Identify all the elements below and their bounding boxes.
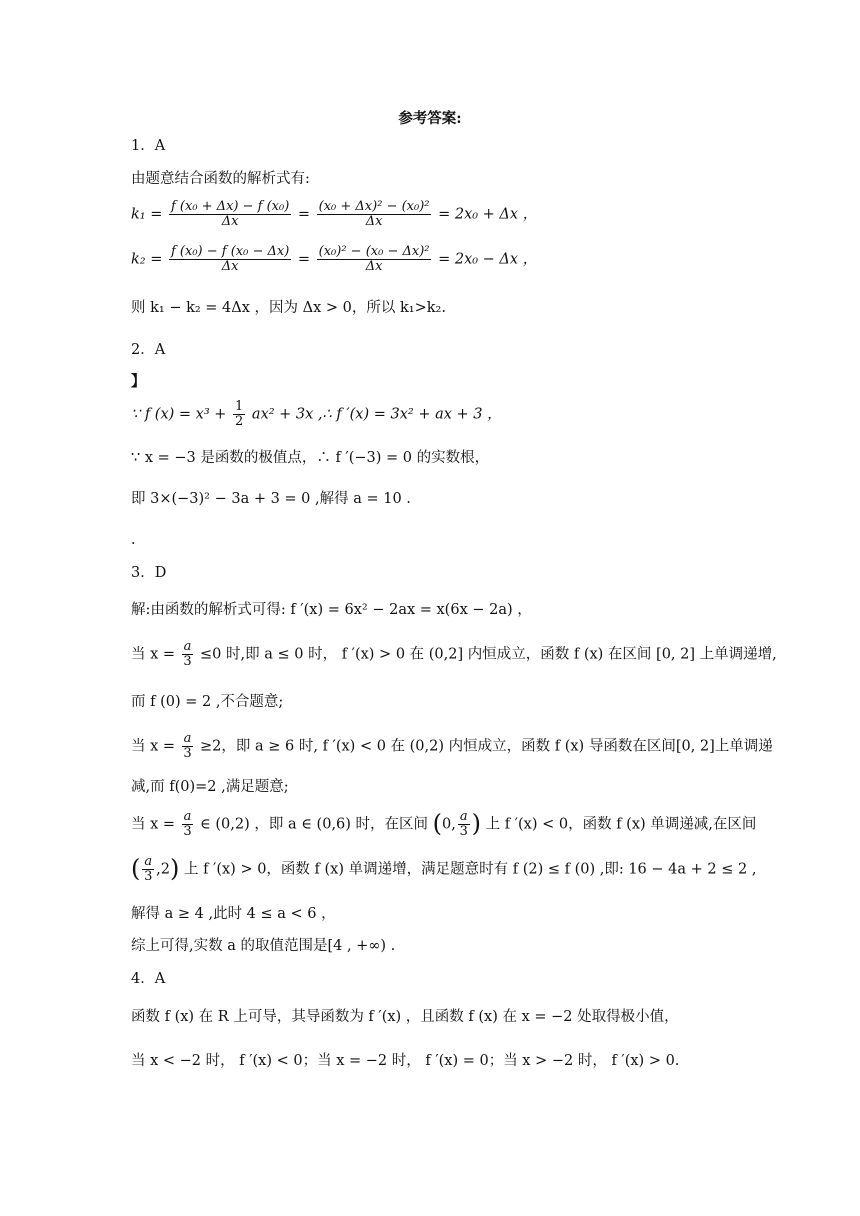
q3-line-2-denominator: 3 xyxy=(183,654,192,669)
q3-interval-fraction xyxy=(458,810,470,839)
q3-line-4-a: 当 x = xyxy=(131,738,176,755)
q3-line-6-numerator: a xyxy=(183,809,192,824)
q3-line-6: 当 x = $\frac{a}{3}$ ∈ (0,2) ，即 a ∈ (0,6) 时，在区间 (0, $\frac{a}{3}$ ) 上 f ′(x) < 0，函数 f (x) 单调递减,在区间 xyxy=(131,809,757,839)
k1-denominator-1: Δx xyxy=(221,214,239,229)
q2-half-denominator: 2 xyxy=(235,414,244,429)
k1-fraction-1 xyxy=(169,200,291,229)
q3-line-6-c: 上 f ′(x) < 0，函数 f (x) 单调递减,在区间 xyxy=(485,816,757,833)
q3-line-6-fraction xyxy=(182,810,194,839)
k2-fraction-2 xyxy=(317,245,432,274)
q3-line-7-numerator: a xyxy=(144,854,153,869)
q3-line-2-fraction xyxy=(182,640,194,669)
q4-line-2: 当 x < −2 时， f ′(x) < 0；当 x = −2 时， f ′(x) = 0；当 x > −2 时， f ′(x) > 0. xyxy=(131,1053,680,1069)
q1-k2-equation: k₂ = $\frac{\text{f (x₀) − f (x₀ − Δx)}}{\Delta x}$ = $\frac{\text{(x₀)² − (x₀ − Δx)²}}{\Delta x}$ = 2x₀ − Δx ， xyxy=(131,244,538,274)
k1-lhs: k₁ = xyxy=(131,206,163,223)
q4-line-1: 函数 f (x) 在 R 上可导，其导函数为 f ′(x) ，且函数 f (x) 在 x = −2 处取得极小值， xyxy=(131,1009,679,1025)
k2-fraction-1 xyxy=(169,245,291,274)
q2-bracket: 】 xyxy=(131,373,146,390)
q2-half-numerator: 1 xyxy=(235,399,244,414)
k2-denominator-2: Δx xyxy=(365,259,383,274)
q3-line-7-fraction xyxy=(142,855,154,884)
q3-line-2-numerator: a xyxy=(183,639,192,654)
q2-dot: . xyxy=(131,532,136,548)
q3-line-1: 解:由函数的解析式可得: f ′(x) = 6x² − 2ax = x(6x − 2a) ， xyxy=(131,602,532,618)
k1-fraction-2 xyxy=(317,200,432,229)
q1-k1-equation: k₁ = $\frac{\text{f (x₀ + Δx) − f (x₀)}}{\Delta x}$ = $\frac{\text{(x₀ + Δx)² − (x₀)²}}{\Delta x}$ = 2x₀ + Δx ， xyxy=(131,199,538,229)
k1-numerator-1: f (x₀ + Δx) − f (x₀) xyxy=(170,199,290,214)
k1-denominator-2: Δx xyxy=(365,214,383,229)
q3-line-6-a: 当 x = xyxy=(131,816,176,833)
q3-line-8: 解得 a ≥ 4 ,此时 4 ≤ a < 6 ， xyxy=(131,906,336,922)
q3-line-4-b: ≥2，即 a ≥ 6 时, f ′(x) < 0 在 (0,2) 内恒成立，函数 f (x) 导函数在区间[0, 2]上单调递 xyxy=(200,738,773,755)
q3-line-4-numerator: a xyxy=(183,731,192,746)
q3-line-9: 综上可得,实数 a 的取值范围是[4 , +∞) . xyxy=(131,938,396,954)
q1-header: 1．A xyxy=(131,138,166,154)
q3-line-2 xyxy=(131,640,777,669)
q4-header: 4．A xyxy=(131,971,166,987)
q2-line-1-b: ax² + 3x ,∴ f ′(x) = 3x² + ax + 3 ， xyxy=(251,406,502,423)
q3-line-7-denominator: 3 xyxy=(144,869,153,884)
q3-interval-denominator: 3 xyxy=(459,824,468,839)
k2-numerator-2: (x₀)² − (x₀ − Δx)² xyxy=(318,244,430,259)
k2-lhs: k₂ = xyxy=(131,251,163,268)
q3-line-2-b: ≤0 时,即 a ≤ 0 时， f ′(x) > 0 在 (0,2] 内恒成立，函数 f (x) 在区间 [0, 2] 上单调递增, xyxy=(200,646,777,663)
k1-numerator-2: (x₀ + Δx)² − (x₀)² xyxy=(318,199,430,214)
q3-line-5: 减,而 f(0)=2 ,满足题意; xyxy=(131,779,289,795)
q2-line-3: 即 3×(−3)² − 3a + 3 = 0 ,解得 a = 10 . xyxy=(131,491,411,507)
q2-header: 2．A xyxy=(131,342,166,358)
q3-line-7-interval-end: ,2 xyxy=(156,861,170,878)
q3-interval-start: 0, xyxy=(442,816,456,833)
q3-interval-numerator: a xyxy=(459,809,468,824)
q2-line-1-a: ∵ f (x) = x³ + xyxy=(131,406,227,423)
q3-line-3: 而 f (0) = 2 ,不合题意; xyxy=(131,694,284,710)
q2-line-2: ∵ x = −3 是函数的极值点，∴ f ′(−3) = 0 的实数根， xyxy=(131,450,490,466)
q1-intro: 由题意结合函数的解析式有: xyxy=(131,171,310,187)
q3-line-6-denominator: 3 xyxy=(183,824,192,839)
k2-rhs: = 2x₀ − Δx ， xyxy=(438,251,538,268)
k2-numerator-1: f (x₀) − f (x₀ − Δx) xyxy=(170,244,290,259)
q1-conclusion: 则 k₁ − k₂ = 4Δx ，因为 Δx > 0，所以 k₁>k₂. xyxy=(131,300,446,316)
q3-header: 3．D xyxy=(131,565,167,581)
k1-rhs: = 2x₀ + Δx ， xyxy=(438,206,538,223)
q3-line-2-a: 当 x = xyxy=(131,646,176,663)
q3-line-4-fraction xyxy=(182,732,194,761)
page-title: 参考答案: xyxy=(398,110,462,127)
q3-line-7: ( $\frac{a}{3}$ ,2) 上 f ′(x) > 0，函数 f (x) 单调递增，满足题意时有 f (2) ≤ f (0) ,即: 16 − 4a + 2 ≤ 2 , xyxy=(131,854,757,884)
q3-line-6-b: ∈ (0,2) ，即 a ∈ (0,6) 时，在区间 xyxy=(200,816,429,833)
k2-denominator-1: Δx xyxy=(221,259,239,274)
q3-line-4 xyxy=(131,732,773,761)
q3-line-4-denominator: 3 xyxy=(183,746,192,761)
q2-line-1 xyxy=(131,400,502,429)
q2-half-fraction xyxy=(233,400,245,429)
q3-line-7-b: 上 f ′(x) > 0，函数 f (x) 单调递增，满足题意时有 f (2) ≤ f (0) ,即: 16 − 4a + 2 ≤ 2 , xyxy=(183,861,757,878)
